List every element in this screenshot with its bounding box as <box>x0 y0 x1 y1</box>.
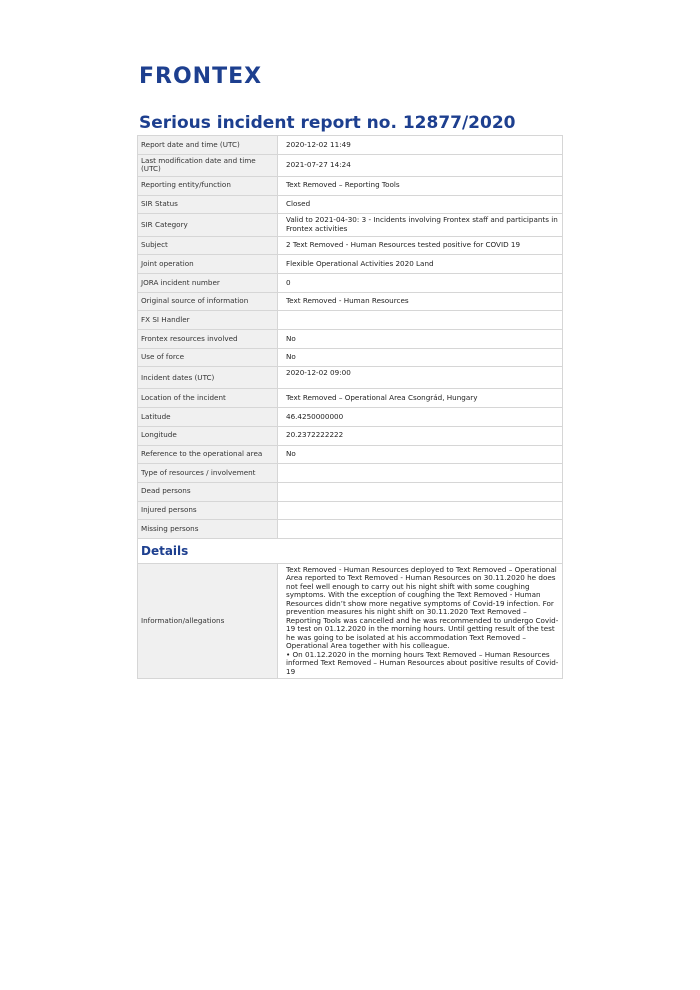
information-allegations-text <box>278 563 563 678</box>
table-row <box>138 311 563 330</box>
row-label: Original source of information <box>138 292 278 311</box>
table-row <box>138 214 563 236</box>
table-row <box>138 563 563 678</box>
row-value <box>278 311 563 330</box>
info-bullet: • On 01.12.2020 in the morning hours Text Removed – Human Resources informed Text Removed – Human Resources about positive results of Covid-19 <box>286 649 559 676</box>
table-row <box>138 176 563 195</box>
details-heading-cell <box>138 538 563 563</box>
row-label: Longitude <box>138 426 278 445</box>
row-value: Valid to 2021-04-30: 3 - Incidents involving Frontex staff and participants in Frontex activities <box>278 214 563 236</box>
table-row <box>138 445 563 464</box>
row-label: Report date and time (UTC) <box>138 136 278 155</box>
table-row <box>138 236 563 255</box>
frontex-logo: FRONTEX <box>139 64 263 89</box>
row-label: Last modification date and time (UTC) <box>138 154 278 176</box>
table-row <box>138 136 563 155</box>
table-row <box>138 195 563 214</box>
row-label: Subject <box>138 236 278 255</box>
row-value: Text Removed - Human Resources <box>278 292 563 311</box>
row-value: 2021-07-27 14:24 <box>278 154 563 176</box>
table-row <box>138 426 563 445</box>
row-label: Information/allegations <box>138 563 278 678</box>
row-value: 46.4250000000 <box>278 408 563 427</box>
row-value: Text Removed – Reporting Tools <box>278 176 563 195</box>
table-row <box>138 292 563 311</box>
row-value <box>278 520 563 539</box>
row-label: Location of the incident <box>138 389 278 408</box>
table-row <box>138 348 563 367</box>
row-label: Type of resources / involvement <box>138 464 278 483</box>
table-row <box>138 501 563 520</box>
row-label: SIR Status <box>138 195 278 214</box>
row-value: Closed <box>278 195 563 214</box>
table-row <box>138 255 563 274</box>
table-row <box>138 367 563 389</box>
row-label: Frontex resources involved <box>138 330 278 349</box>
row-value: No <box>278 330 563 349</box>
table-row <box>138 482 563 501</box>
info-paragraph: Text Removed - Human Resources deployed to Text Removed – Operational Area reported to Text Removed - Human Resources on 30.11.2020 he does not feel well enough to carry out his night shift with some coughing symptoms. With the exception of coughing the Text Removed - Human Resources didn’t show more negative symptoms of Covid-19 infection. For prevention measures his night shift on 30.11.2020 Text Removed – Reporting Tools was cancelled and he was recommended to undergo Covid-19 test on 01.12.2020 in the morning hours. Until getting result of the test he was going to be isolated at his accommodation Text Removed – Operational Area together with his colleague. <box>286 564 559 651</box>
table-row <box>138 274 563 293</box>
table-row <box>138 389 563 408</box>
row-value <box>278 464 563 483</box>
incident-report-table <box>137 135 563 679</box>
row-label: Reference to the operational area <box>138 445 278 464</box>
row-label: Joint operation <box>138 255 278 274</box>
table-row <box>138 408 563 427</box>
row-value: Flexible Operational Activities 2020 Land <box>278 255 563 274</box>
page-title: Serious incident report no. 12877/2020 <box>139 113 516 133</box>
row-label: Use of force <box>138 348 278 367</box>
row-label: Latitude <box>138 408 278 427</box>
row-label: Dead persons <box>138 482 278 501</box>
row-label: Injured persons <box>138 501 278 520</box>
row-value <box>278 501 563 520</box>
table-row <box>138 154 563 176</box>
row-value: Text Removed – Operational Area Csongrád, Hungary <box>278 389 563 408</box>
details-section <box>138 538 563 563</box>
row-label: Reporting entity/function <box>138 176 278 195</box>
row-value: 2020-12-02 11:49 <box>278 136 563 155</box>
row-value: No <box>278 348 563 367</box>
row-value <box>278 482 563 501</box>
row-value: 20.2372222222 <box>278 426 563 445</box>
row-label: Missing persons <box>138 520 278 539</box>
row-label: SIR Category <box>138 214 278 236</box>
row-value: No <box>278 445 563 464</box>
details-heading: Details <box>141 543 189 558</box>
row-label: JORA incident number <box>138 274 278 293</box>
table-row <box>138 520 563 539</box>
row-label: FX SI Handler <box>138 311 278 330</box>
row-value: 2020-12-02 09:00 <box>278 367 563 389</box>
row-value: 2 Text Removed - Human Resources tested positive for COVID 19 <box>278 236 563 255</box>
row-value: 0 <box>278 274 563 293</box>
row-label: Incident dates (UTC) <box>138 367 278 389</box>
table-row <box>138 464 563 483</box>
table-row <box>138 330 563 349</box>
